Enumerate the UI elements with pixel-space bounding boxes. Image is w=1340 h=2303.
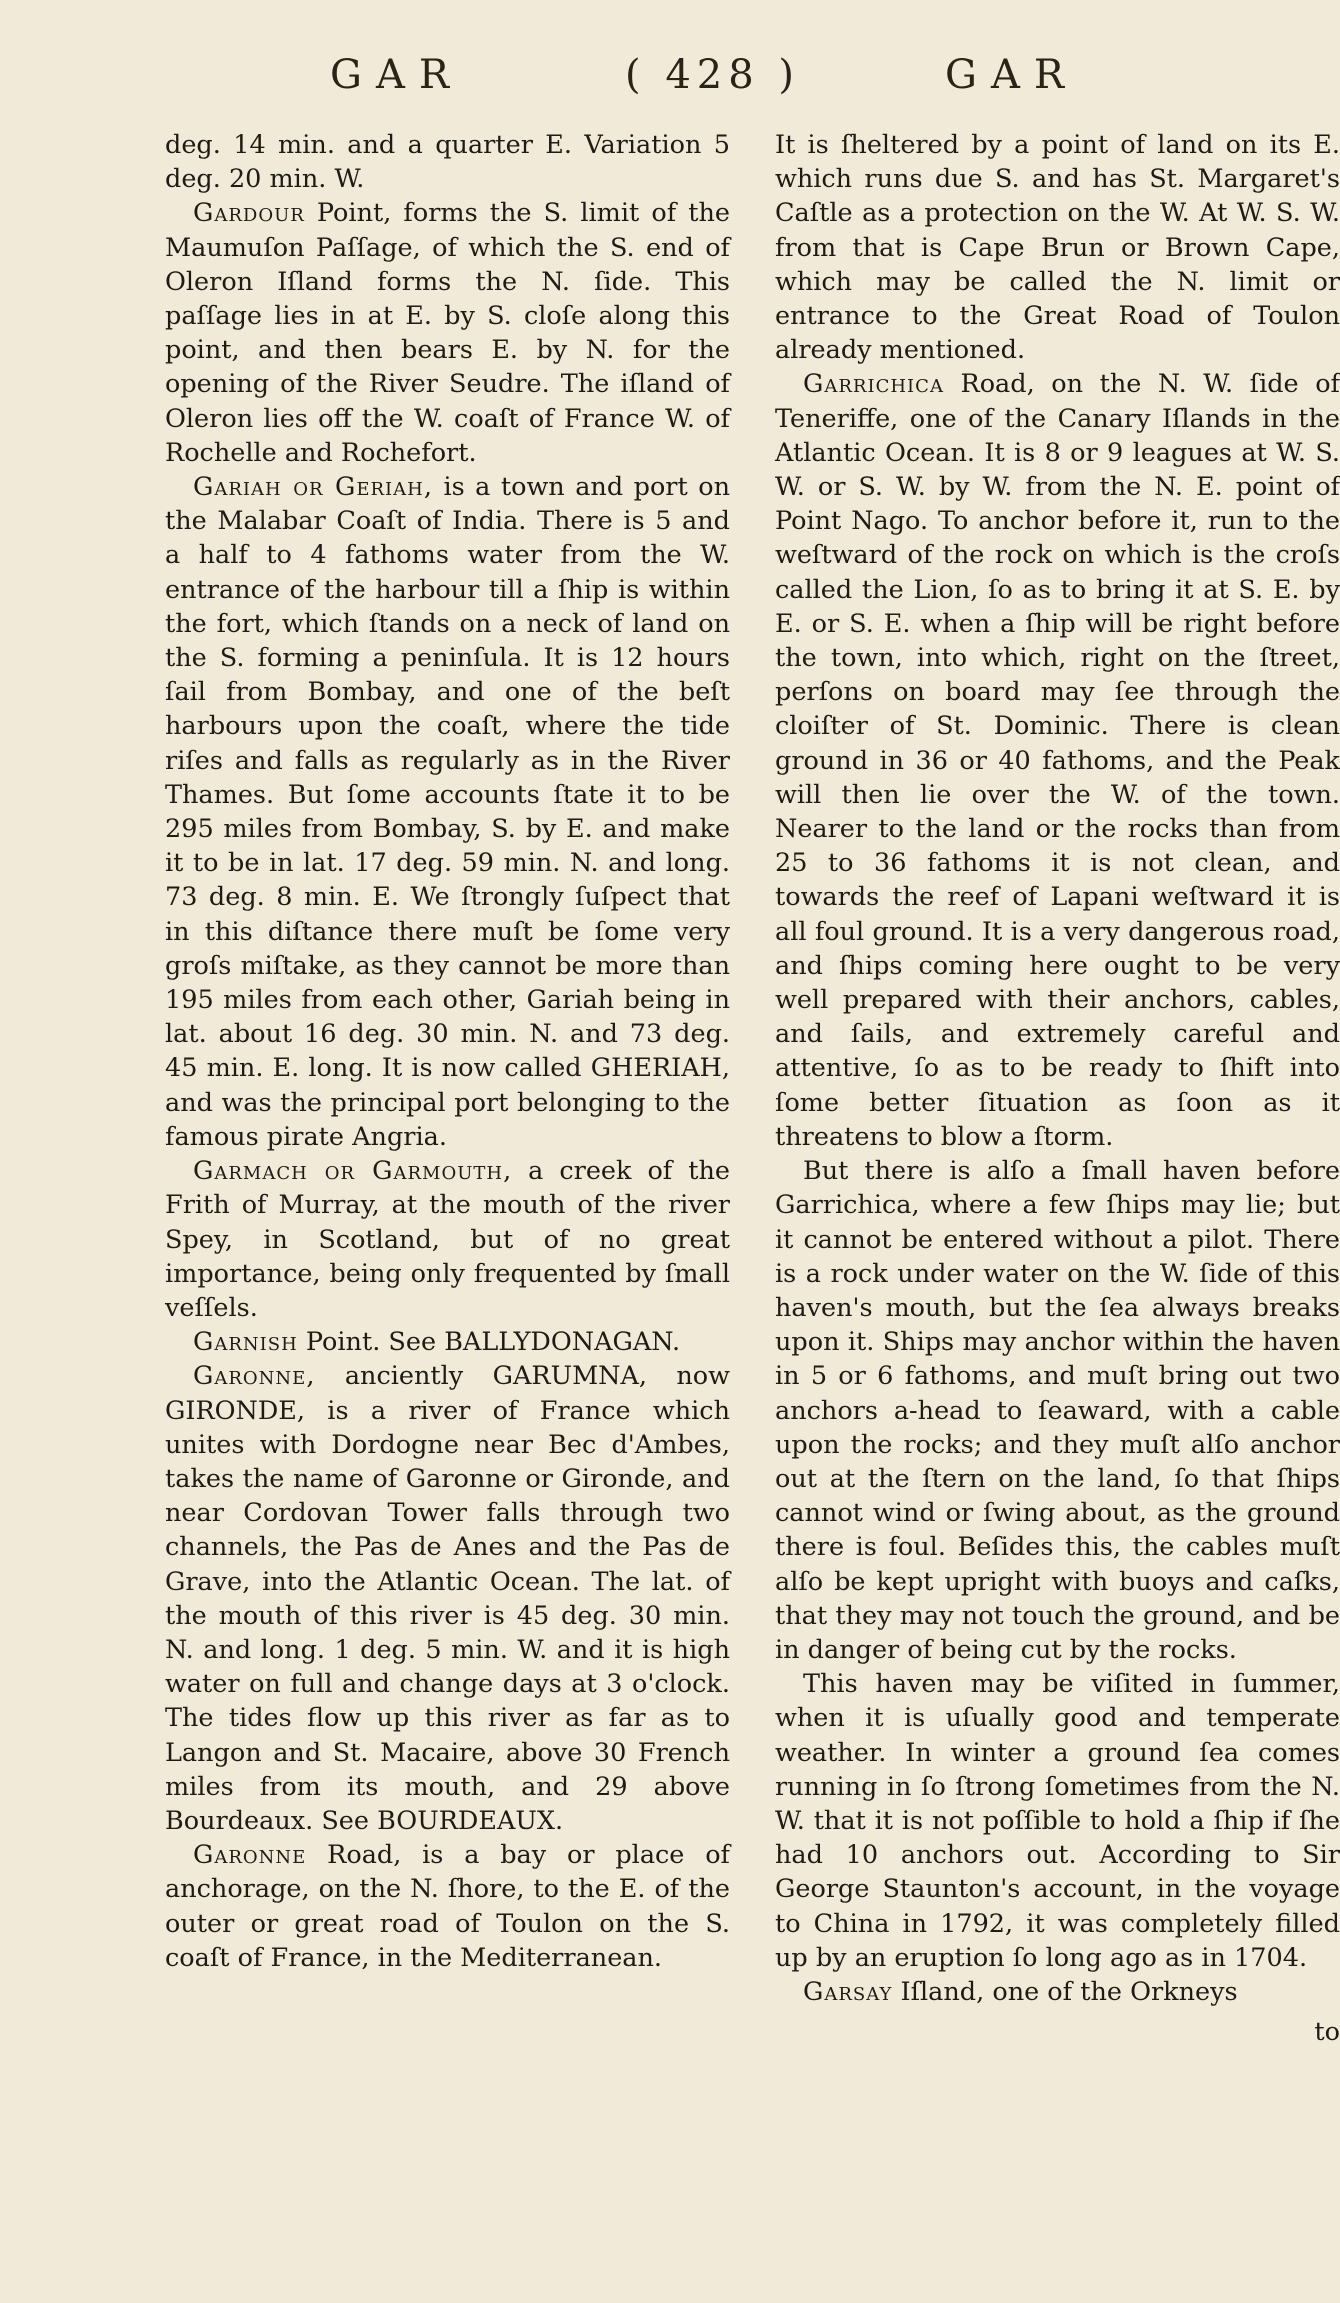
header-left-word: GAR [330,52,463,98]
entry-headword: Garonne, [193,1361,316,1392]
entry-garnish: Garnish Point. See BALLYDONAGAN. [193,1327,681,1358]
entry-continuation: deg. 14 min. and a quarter E. Variation 5 deg. 20 min. W. [165,130,730,195]
entry-headword: Gariah or Geriah, [193,472,433,503]
paragraph-summer: This haven may be viſited in ſummer, when it is uſually good and temperate weather. In winter a ground ſea comes running in ſo ſtrong ſometimes from the N. W. that it is not poſſible to hold a ſhip if ſhe had 10 anchors out. According to Sir George Staunton's account, in the voyage to China in 1792, it was completely filled up by an eruption ſo long ago as in 1704. [775,1669,1340,1973]
paragraph-haven: But there is alſo a ſmall haven before Garrichica, where a few ſhips may lie; but it cannot be entered without a pilot. There is a rock under water on the W. ſide of this haven's mouth, but the ſea always breaks upon it. Ships may anchor within the haven in 5 or 6 fathoms, and muſt bring out two anchors a-head to ſeaward, with a cable upon the rocks; and they muſt alſo anchor out at the ſtern on the land, ſo that ſhips cannot wind or ſwing about, as the ground there is foul. Beſides this, the cables muſt alſo be kept upright with buoys and caſks, that they may not touch the ground, and be in danger of being cut by the rocks. [775,1156,1340,1665]
page-number: ( 428 ) [625,52,800,98]
entry-headword: Garonne [193,1840,307,1871]
entry-gariah: Gariah or Geriah, is a town and port on the Malabar Coaſt of India. There is 5 and a half to 4 fathoms water from the W. entrance of the harbour till a ſhip is within the fort, which ſtands on a neck of land on the S. forming a peninſula. It is 12 hours ſail from Bombay, and one of the beſt harbours upon the coaſt, where the tide riſes and falls as regularly as in the River Thames. But ſome accounts ſtate it to be 295 miles from Bombay, S. by E. and make it to be in lat. 17 deg. 59 min. N. and long. 73 deg. 8 min. E. We ſtrongly ſuſpect that in this diſtance there muſt be ſome very groſs miſtake, as they cannot be more than 195 miles from each other, Gariah being in lat. about 16 deg. 30 min. N. and 73 deg. 45 min. E. long. It is now called GHERIAH, and was the principal port belonging to the famous pirate Angria. [165,472,730,1152]
entry-headword: Garrichica [803,369,944,400]
entry-gardour: Gardour Point, forms the S. limit of the Maumuſon Paſſage, of which the S. end of Oleron Iſland forms the N. ſide. This paſſage lies in at E. by S. cloſe along this point, and then bears E. by N. for the opening of the River Seudre. The iſland of Oleron lies off the W. coaſt of France W. of Rochelle and Rochefort. [165,198,730,468]
entry-garonne-road: Garonne Road, is a bay or place of anchorage, on the N. ſhore, to the E. of the outer or great road of Toulon on the S. coaſt of France, in the Mediterranean. [165,1840,730,1973]
entry-continuation: It is ſheltered by a point of land on its E. which runs due S. and has St. Margaret's Caſtle as a protection on the W. At W. S. W. from that is Cape Brun or Brown Cape, which may be called the N. limit or entrance to the Great Road of Toulon already mentioned. [775,130,1340,366]
entry-headword: Garmach or Garmouth, [193,1156,513,1187]
running-header [0,52,1325,112]
entry-garonne: Garonne, anciently GARUMNA, now GIRONDE, is a river of France which unites with Dordogne near Bec d'Ambes, takes the name of Garonne or Gironde, and near Cordovan Tower falls through two channels, the Pas de Anes and the Pas de Grave, into the Atlantic Ocean. The lat. of the mouth of this river is 45 deg. 30 min. N. and long. 1 deg. 5 min. W. and it is high water on full and change days at 3 o'clock. The tides flow up this river as far as to Langon and St. Macaire, above 30 French miles from its mouth, and 29 above Bourdeaux. See BOURDEAUX. [165,1361,730,1836]
right-column [775,128,1340,2047]
entry-garmach: Garmach or Garmouth, a creek of the Frith of Murray, at the mouth of the river Spey, in Scotland, but of no great importance, being only frequented by ſmall veſſels. [165,1156,730,1323]
entry-headword: Gardour [193,198,305,229]
header-right-word: GAR [945,52,1078,98]
entry-garrichica: Garrichica Road, on the N. W. ſide of Teneriffe, one of the Canary Iſlands in the Atlantic Ocean. It is 8 or 9 leagues at W. S. W. or S. W. by W. from the N. E. point of Point Nago. To anchor before it, run to the weſtward of the rock on which is the croſs called the Lion, ſo as to bring it at S. E. by E. or S. E. when a ſhip will be right before the town, into which, right on the ſtreet, perſons on board may ſee through the cloiſter of St. Dominic. There is clean ground in 36 or 40 fathoms, and the Peak will then lie over the W. of the town. Nearer to the land or the rocks than from 25 to 36 fathoms it is not clean, and towards the reef of Lapani weſtward it is all foul ground. It is a very dangerous road, and ſhips coming here ought to be very well prepared with their anchors, cables, and ſails, and extremely careful and attentive, ſo as to be ready to ſhift into ſome better ſituation as ſoon as it threatens to blow a ſtorm. [775,369,1340,1152]
entry-garsay: Garsay Iſland, one of the Orkneys [803,1976,1238,2007]
entry-headword: Garnish [193,1327,298,1358]
catchword: to [1314,2016,1340,2047]
entry-headword: Garsay [803,1976,893,2007]
left-column [165,128,730,1975]
